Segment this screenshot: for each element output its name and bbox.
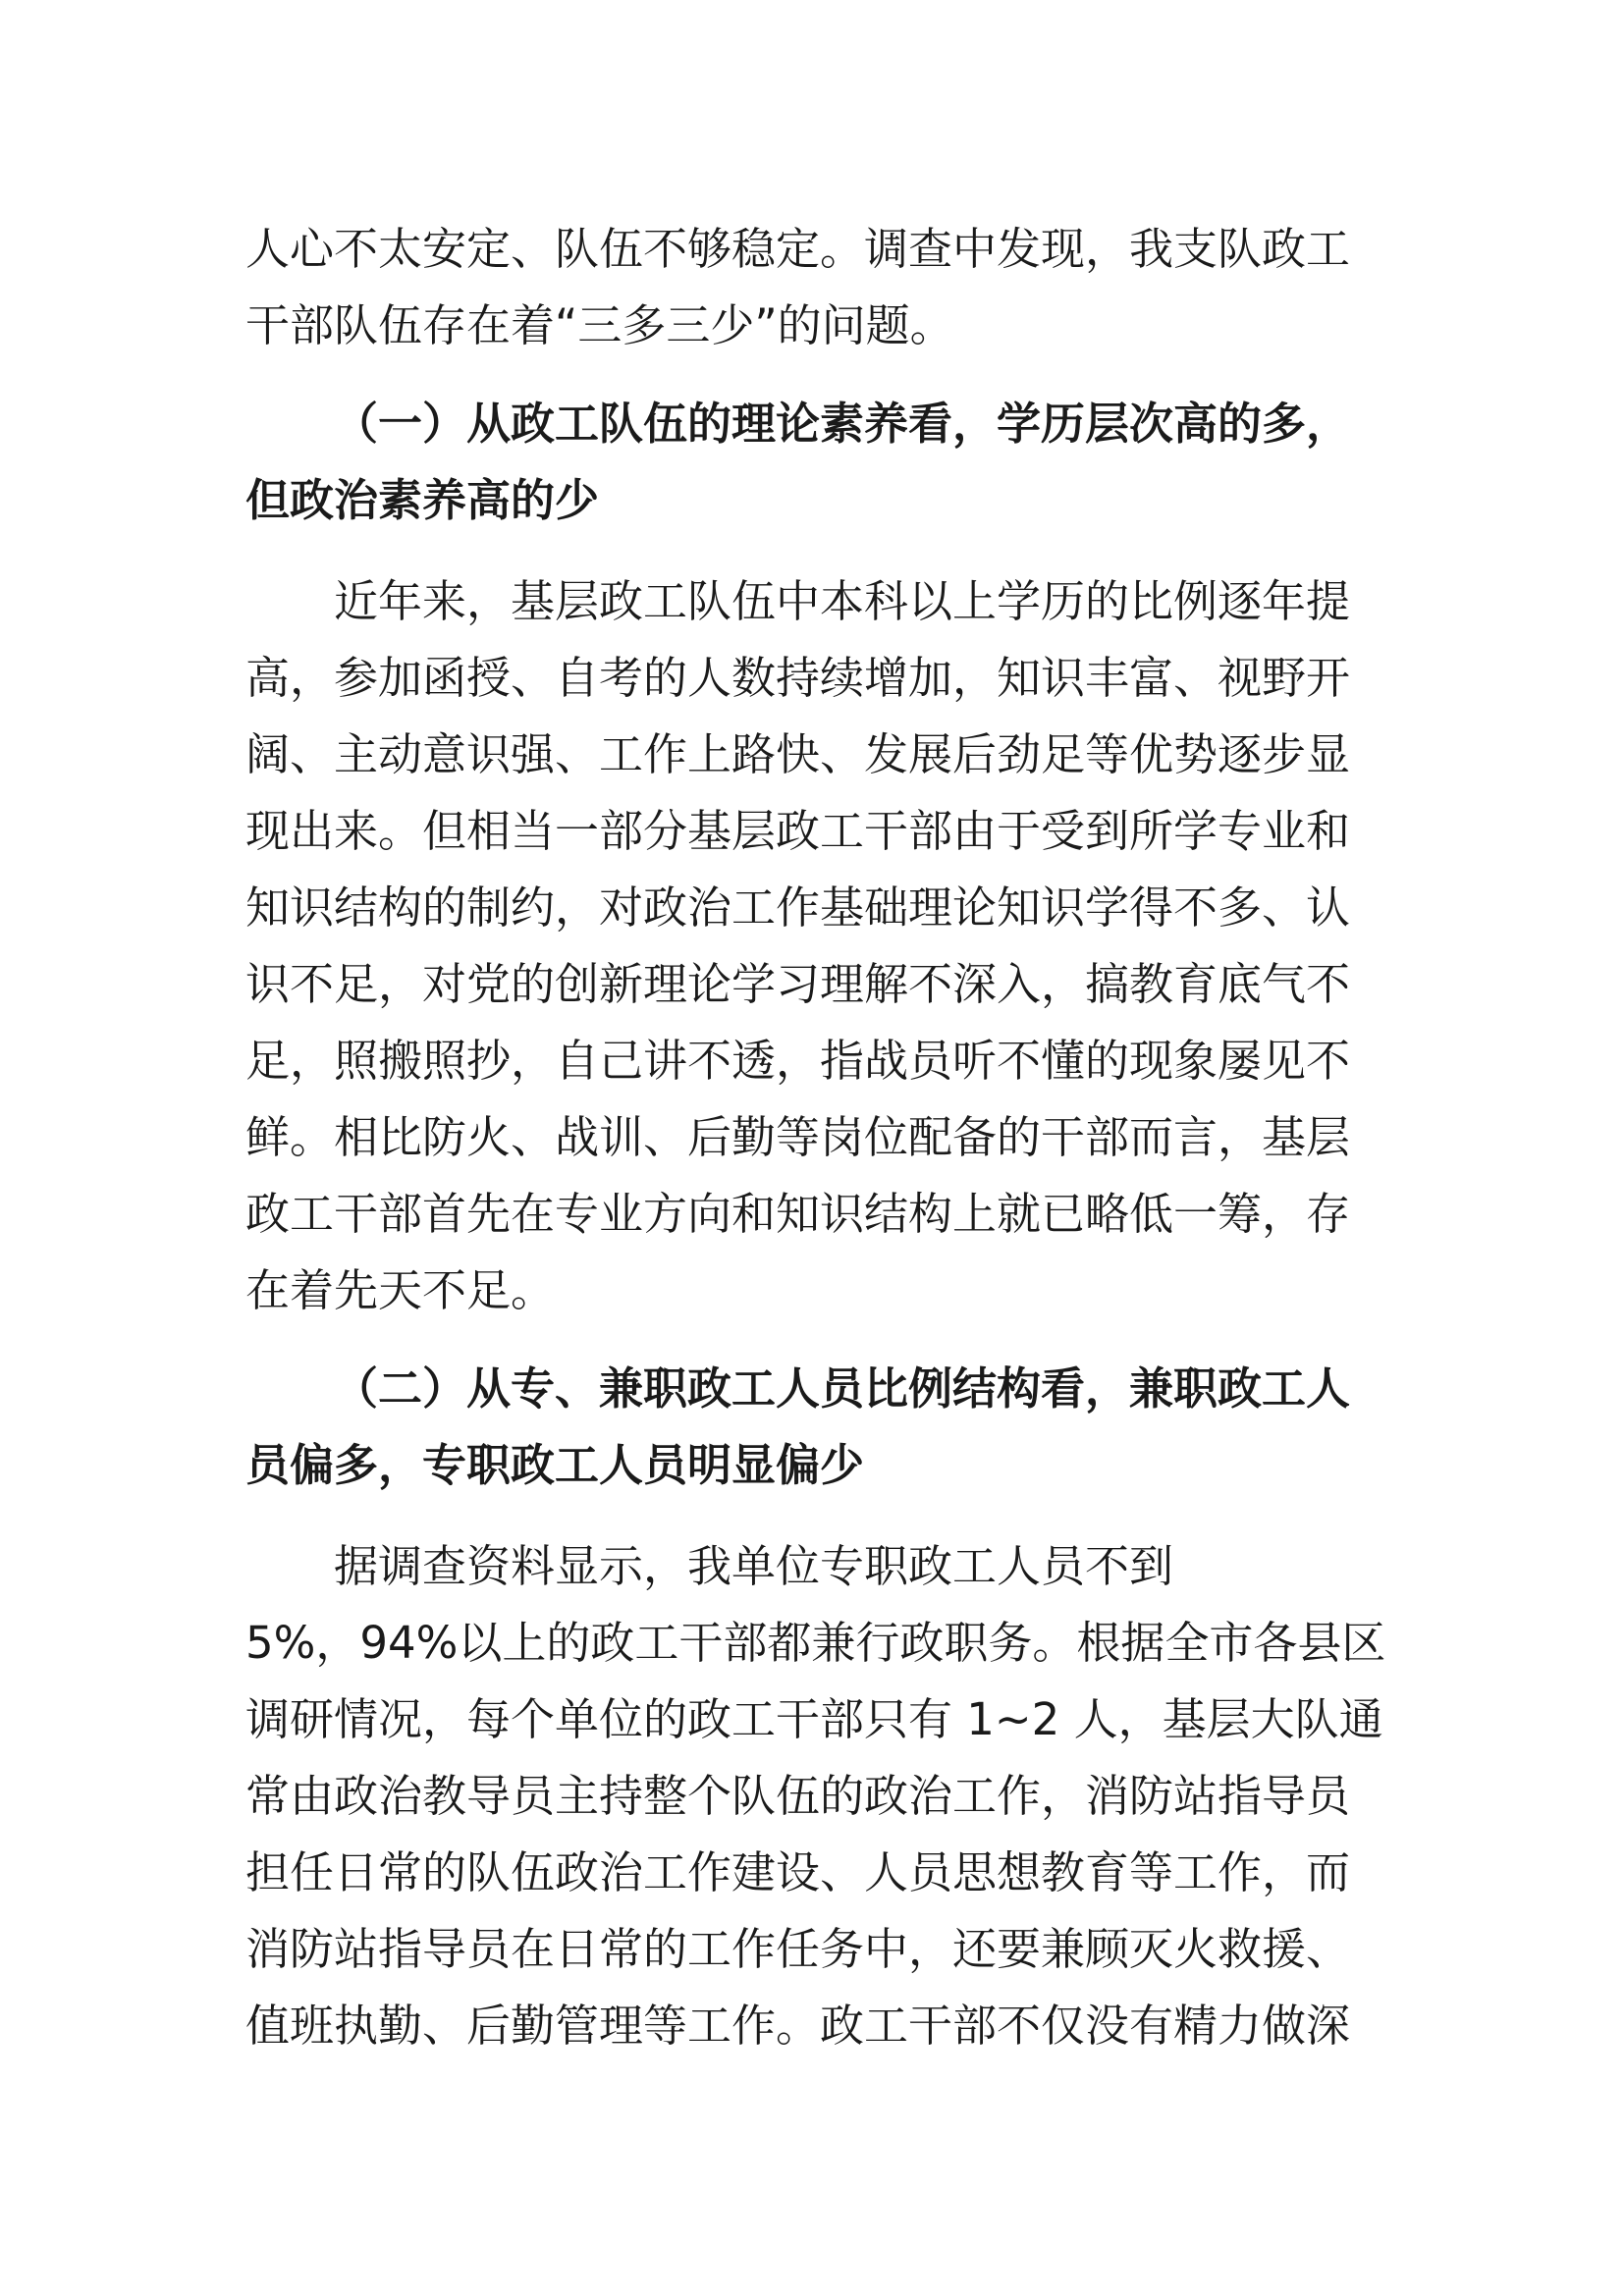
heading-line: 但政治素养高的少	[245, 474, 600, 526]
text-line: 识不足，对党的创新理论学习理解不深入，搞教育底气不	[245, 958, 1351, 1010]
document-body	[245, 211, 1386, 2064]
text-line: 调研情况，每个单位的政工干部只有 1~2 人，基层大队通	[245, 1693, 1383, 1745]
text-line: 人心不太安定、队伍不够稳定。调查中发现，我支队政工	[245, 223, 1351, 275]
heading-line: （一）从政工队伍的理论素养看，学历层次高的多，	[334, 398, 1351, 450]
text-line: 据调查资料显示，我单位专职政工人员不到	[334, 1540, 1174, 1592]
text-line: 干部队伍存在着“三多三少”的问题。	[245, 299, 954, 351]
text-line: 知识结构的制约，对政治工作基础理论知识学得不多、认	[245, 881, 1351, 934]
text-line: 在着先天不足。	[245, 1264, 556, 1316]
text-line: 高，参加函授、自考的人数持续增加，知识丰富、视野开	[245, 652, 1351, 704]
body-paragraph	[245, 563, 1355, 1329]
body-paragraph	[245, 1528, 1386, 2064]
text-line: 常由政治教导员主持整个队伍的政治工作，消防站指导员	[245, 1770, 1351, 1822]
text-line: 担任日常的队伍政治工作建设、人员思想教育等工作，而	[245, 1846, 1351, 1898]
text-line: 足，照搬照抄，自己讲不透，指战员听不懂的现象屡见不	[245, 1035, 1351, 1087]
text-line: 值班执勤、后勤管理等工作。政工干部不仅没有精力做深	[245, 2000, 1351, 2052]
text-line: 现出来。但相当一部分基层政工干部由于受到所学专业和	[245, 805, 1351, 857]
body-paragraph	[245, 211, 1355, 364]
text-line: 近年来，基层政工队伍中本科以上学历的比例逐年提	[334, 575, 1351, 627]
heading-line: 员偏多，专职政工人员明显偏少	[245, 1439, 865, 1491]
section-heading	[245, 386, 1355, 539]
section-heading	[245, 1351, 1355, 1504]
text-line: 消防站指导员在日常的工作任务中，还要兼顾灭火救援、	[245, 1923, 1351, 1975]
heading-line: （二）从专、兼职政工人员比例结构看，兼职政工人	[334, 1362, 1351, 1415]
text-line: 5%，94%以上的政工干部都兼行政职务。根据全市各县区	[245, 1617, 1386, 1669]
text-line: 政工干部首先在专业方向和知识结构上就已略低一筹，存	[245, 1188, 1351, 1240]
text-line: 鲜。相比防火、战训、后勤等岗位配备的干部而言，基层	[245, 1111, 1351, 1163]
text-line: 阔、主动意识强、工作上路快、发展后劲足等优势逐步显	[245, 728, 1351, 780]
